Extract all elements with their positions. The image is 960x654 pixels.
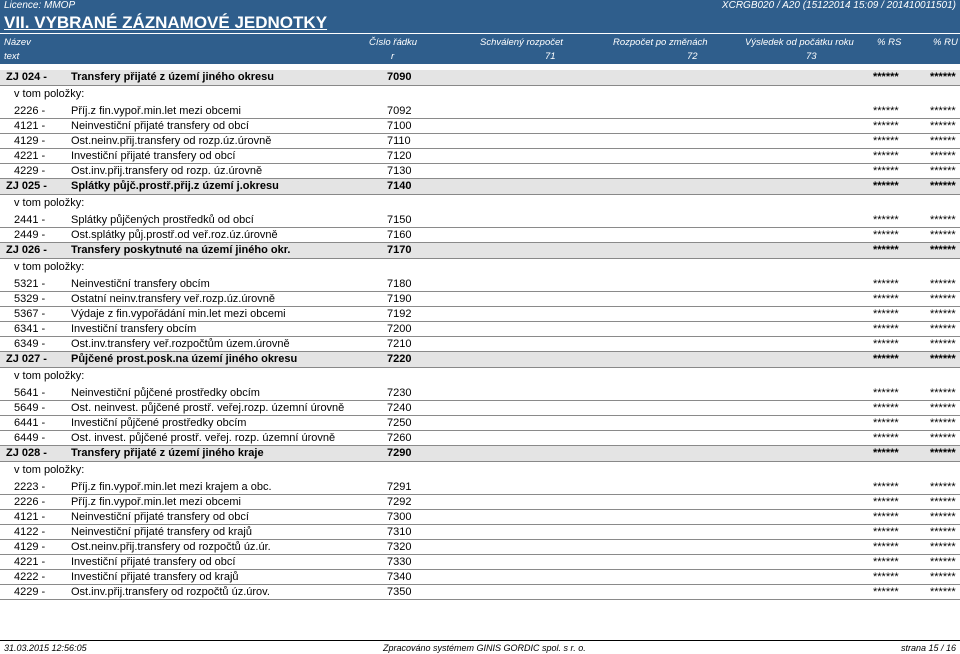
row-name: Ostatní neinv.transfery veř.rozp.úz.úrovně <box>71 293 275 305</box>
row-name: Ost.neinv.přij.transfery od rozpočtů úz.úr. <box>71 541 271 553</box>
row-number: 7160 <box>387 229 412 241</box>
row-pct-ru: ****** <box>930 417 956 429</box>
row-number: 7192 <box>387 308 412 320</box>
row-number: 7300 <box>387 511 412 523</box>
row-pct-ru: ****** <box>930 496 956 508</box>
row-pct-rs: ****** <box>873 120 899 132</box>
row-pct-rs: ****** <box>873 229 899 241</box>
table-row <box>0 386 960 401</box>
zj-row <box>0 352 960 368</box>
row-number: 7220 <box>387 353 412 365</box>
row-pct-rs: ****** <box>873 481 899 493</box>
row-name: Transfery poskytnuté na území jiného okr. <box>71 244 291 256</box>
table-row <box>0 510 960 525</box>
footer-system: Zpracováno systémem GINIS GORDIC spol. s r. o. <box>383 643 586 653</box>
row-pct-rs: ****** <box>873 308 899 320</box>
subheading-label: v tom položky: <box>14 261 85 273</box>
row-code: 4222 - <box>14 571 46 583</box>
subheading-row <box>0 368 960 385</box>
title-bar <box>0 11 960 33</box>
row-number: 7240 <box>387 402 412 414</box>
row-pct-rs: ****** <box>873 105 899 117</box>
row-pct-rs: ****** <box>873 150 899 162</box>
page-footer <box>0 640 960 654</box>
row-number: 7250 <box>387 417 412 429</box>
row-pct-ru: ****** <box>930 244 956 256</box>
row-pct-rs: ****** <box>873 586 899 598</box>
row-number: 7291 <box>387 481 412 493</box>
row-number: 7320 <box>387 541 412 553</box>
table-row <box>0 277 960 292</box>
table-row <box>0 292 960 307</box>
row-pct-ru: ****** <box>930 338 956 350</box>
row-code: 6349 - <box>14 338 46 350</box>
row-pct-rs: ****** <box>873 135 899 147</box>
row-pct-rs: ****** <box>873 496 899 508</box>
row-code: 4221 - <box>14 556 46 568</box>
table-row <box>0 134 960 149</box>
row-name: Neinvestiční přijaté transfery od obcí <box>71 511 249 523</box>
row-pct-rs: ****** <box>873 165 899 177</box>
row-code: 4129 - <box>14 541 46 553</box>
row-pct-ru: ****** <box>930 165 956 177</box>
row-name: Výdaje z fin.vypořádání min.let mezi obcemi <box>71 308 286 320</box>
row-pct-ru: ****** <box>930 353 956 365</box>
col-r: r <box>391 51 395 62</box>
row-code: ZJ 028 - <box>6 447 47 459</box>
subheading-label: v tom položky: <box>14 370 85 382</box>
row-pct-ru: ****** <box>930 135 956 147</box>
col-vysledek: Výsledek od počátku roku <box>745 37 854 48</box>
col-rs: % RS <box>877 37 902 48</box>
subheading-label: v tom položky: <box>14 197 85 209</box>
row-number: 7200 <box>387 323 412 335</box>
row-number: 7260 <box>387 432 412 444</box>
row-pct-rs: ****** <box>873 71 899 83</box>
row-number: 7090 <box>387 71 412 83</box>
row-number: 7150 <box>387 214 412 226</box>
table-row <box>0 307 960 322</box>
row-code: 2441 - <box>14 214 46 226</box>
row-code: 2226 - <box>14 496 46 508</box>
row-name: Investiční transfery obcím <box>71 323 197 335</box>
row-code: ZJ 026 - <box>6 244 47 256</box>
row-number: 7340 <box>387 571 412 583</box>
row-code: 5649 - <box>14 402 46 414</box>
row-name: Neinvestiční přijaté transfery od obcí <box>71 120 249 132</box>
row-pct-ru: ****** <box>930 432 956 444</box>
licence-text: Licence: MMOP <box>4 0 76 11</box>
row-pct-rs: ****** <box>873 571 899 583</box>
row-pct-ru: ****** <box>930 323 956 335</box>
row-pct-ru: ****** <box>930 120 956 132</box>
table-row <box>0 149 960 164</box>
row-pct-ru: ****** <box>930 150 956 162</box>
row-pct-ru: ****** <box>930 71 956 83</box>
table-row <box>0 228 960 243</box>
row-code: 4221 - <box>14 150 46 162</box>
row-code: 4229 - <box>14 586 46 598</box>
col-cislo: Číslo řádku <box>369 37 418 48</box>
col-ru: % RU <box>933 37 958 48</box>
row-code: 5329 - <box>14 293 46 305</box>
col-nazev: Název <box>4 37 31 48</box>
row-pct-rs: ****** <box>873 387 899 399</box>
row-code: 4122 - <box>14 526 46 538</box>
row-pct-rs: ****** <box>873 214 899 226</box>
subheading-row <box>0 462 960 479</box>
row-name: Ost. invest. půjčené prostř. veřej. rozp. územní úrovně <box>71 432 336 444</box>
col-73: 73 <box>806 51 817 62</box>
zj-row <box>0 446 960 462</box>
subheading-row <box>0 86 960 103</box>
table-row <box>0 570 960 585</box>
table-row <box>0 480 960 495</box>
row-code: 4121 - <box>14 511 46 523</box>
row-name: Ost.neinv.přij.transfery od rozp.úz.úrovně <box>71 135 272 147</box>
row-pct-ru: ****** <box>930 293 956 305</box>
row-name: Ost.inv.transfery veř.rozpočtům územ.úrovně <box>71 338 290 350</box>
subheading-row <box>0 195 960 212</box>
row-pct-ru: ****** <box>930 556 956 568</box>
table-row <box>0 495 960 510</box>
table-row <box>0 164 960 179</box>
table-row <box>0 104 960 119</box>
row-number: 7170 <box>387 244 412 256</box>
table-row <box>0 585 960 600</box>
table-row <box>0 322 960 337</box>
row-name: Příj.z fin.vypoř.min.let mezi krajem a obc. <box>71 481 272 493</box>
col-72: 72 <box>687 51 698 62</box>
row-pct-rs: ****** <box>873 278 899 290</box>
col-schvaleny: Schválený rozpočet <box>480 37 563 48</box>
row-code: ZJ 024 - <box>6 71 47 83</box>
row-number: 7092 <box>387 105 412 117</box>
row-name: Neinvestiční přijaté transfery od krajů <box>71 526 252 538</box>
row-number: 7310 <box>387 526 412 538</box>
row-name: Investiční přijaté transfery od obcí <box>71 556 236 568</box>
row-number: 7230 <box>387 387 412 399</box>
row-name: Půjčené prost.posk.na území jiného okresu <box>71 353 298 365</box>
row-pct-rs: ****** <box>873 526 899 538</box>
footer-page: strana 15 / 16 <box>900 643 956 653</box>
subheading-label: v tom položky: <box>14 88 85 100</box>
row-pct-ru: ****** <box>930 571 956 583</box>
row-pct-ru: ****** <box>930 526 956 538</box>
row-name: Neinvestiční půjčené prostředky obcím <box>71 387 260 399</box>
row-pct-rs: ****** <box>873 323 899 335</box>
subheading-row <box>0 259 960 276</box>
row-name: Splátky půjč.prostř.přij.z území j.okresu <box>71 180 279 192</box>
row-number: 7110 <box>387 135 411 147</box>
row-name: Příj.z fin.vypoř.min.let mezi obcemi <box>71 496 241 508</box>
row-number: 7330 <box>387 556 412 568</box>
row-pct-ru: ****** <box>930 511 956 523</box>
row-number: 7180 <box>387 278 412 290</box>
row-number: 7210 <box>387 338 412 350</box>
row-name: Neinvestiční transfery obcím <box>71 278 210 290</box>
row-number: 7290 <box>387 447 412 459</box>
row-code: 6441 - <box>14 417 46 429</box>
row-name: Transfery přijaté z území jiného okresu <box>71 71 274 83</box>
row-pct-ru: ****** <box>930 402 956 414</box>
table-row <box>0 416 960 431</box>
row-pct-ru: ****** <box>930 278 956 290</box>
row-code: 4129 - <box>14 135 46 147</box>
row-pct-rs: ****** <box>873 293 899 305</box>
row-pct-rs: ****** <box>873 511 899 523</box>
row-number: 7130 <box>387 165 412 177</box>
table-row <box>0 401 960 416</box>
page-title: VII. VYBRANÉ ZÁZNAMOVÉ JEDNOTKY <box>4 13 328 32</box>
row-number: 7292 <box>387 496 412 508</box>
row-pct-ru: ****** <box>930 180 956 192</box>
row-name: Investiční půjčené prostředky obcím <box>71 417 247 429</box>
row-name: Ost.inv.přij.transfery od rozp. úz.úrovně <box>71 165 263 177</box>
row-name: Investiční přijaté transfery od obcí <box>71 150 236 162</box>
row-number: 7140 <box>387 180 412 192</box>
row-name: Ost. neinvest. půjčené prostř. veřej.rozp. územní úrovně <box>71 402 345 414</box>
row-number: 7100 <box>387 120 412 132</box>
row-pct-rs: ****** <box>873 541 899 553</box>
row-pct-ru: ****** <box>930 481 956 493</box>
table-row <box>0 540 960 555</box>
subheading-label: v tom položky: <box>14 464 85 476</box>
row-code: 2449 - <box>14 229 46 241</box>
row-code: 5367 - <box>14 308 46 320</box>
row-code: 2223 - <box>14 481 46 493</box>
zj-row <box>0 179 960 195</box>
row-pct-ru: ****** <box>930 447 956 459</box>
row-name: Příj.z fin.vypoř.min.let mezi obcemi <box>71 105 241 117</box>
row-number: 7190 <box>387 293 412 305</box>
row-number: 7120 <box>387 150 412 162</box>
row-code: 4121 - <box>14 120 46 132</box>
row-name: Transfery přijaté z území jiného kraje <box>71 447 264 459</box>
row-name: Investiční přijaté transfery od krajů <box>71 571 239 583</box>
row-code: ZJ 027 - <box>6 353 47 365</box>
table-row <box>0 213 960 228</box>
row-pct-rs: ****** <box>873 402 899 414</box>
row-code: ZJ 025 - <box>6 180 47 192</box>
col-71: 71 <box>545 51 556 62</box>
row-pct-rs: ****** <box>873 556 899 568</box>
row-code: 6449 - <box>14 432 46 444</box>
row-code: 2226 - <box>14 105 46 117</box>
table-row <box>0 337 960 352</box>
table-row <box>0 119 960 134</box>
footer-date: 31.03.2015 12:56:05 <box>4 643 87 653</box>
table-row <box>0 431 960 446</box>
row-code: 5321 - <box>14 278 46 290</box>
row-code: 4229 - <box>14 165 46 177</box>
row-pct-ru: ****** <box>930 541 956 553</box>
row-name: Ost.inv.přij.transfery od rozpočtů úz.úrov. <box>71 586 270 598</box>
zj-row <box>0 243 960 259</box>
col-po-zmenach: Rozpočet po změnách <box>613 37 708 48</box>
row-pct-rs: ****** <box>873 180 899 192</box>
row-pct-ru: ****** <box>930 586 956 598</box>
row-pct-ru: ****** <box>930 105 956 117</box>
column-header <box>0 34 960 64</box>
report-id: XCRGB020 / A20 (15122014 15:09 / 201410011501) <box>721 0 956 11</box>
row-code: 5641 - <box>14 387 46 399</box>
row-pct-rs: ****** <box>873 244 899 256</box>
row-pct-rs: ****** <box>873 353 899 365</box>
table-row <box>0 555 960 570</box>
row-name: Splátky půjčených prostředků od obcí <box>71 214 254 226</box>
row-pct-rs: ****** <box>873 447 899 459</box>
row-pct-ru: ****** <box>930 214 956 226</box>
row-number: 7350 <box>387 586 412 598</box>
row-pct-rs: ****** <box>873 417 899 429</box>
zj-row <box>0 70 960 86</box>
row-pct-ru: ****** <box>930 387 956 399</box>
row-pct-ru: ****** <box>930 229 956 241</box>
row-name: Ost.splátky půj.prostř.od veř.roz.úz.úrovně <box>71 229 278 241</box>
col-text: text <box>4 51 20 62</box>
row-pct-rs: ****** <box>873 432 899 444</box>
table-row <box>0 525 960 540</box>
licence-bar <box>0 0 960 11</box>
row-code: 6341 - <box>14 323 46 335</box>
row-pct-rs: ****** <box>873 338 899 350</box>
row-pct-ru: ****** <box>930 308 956 320</box>
